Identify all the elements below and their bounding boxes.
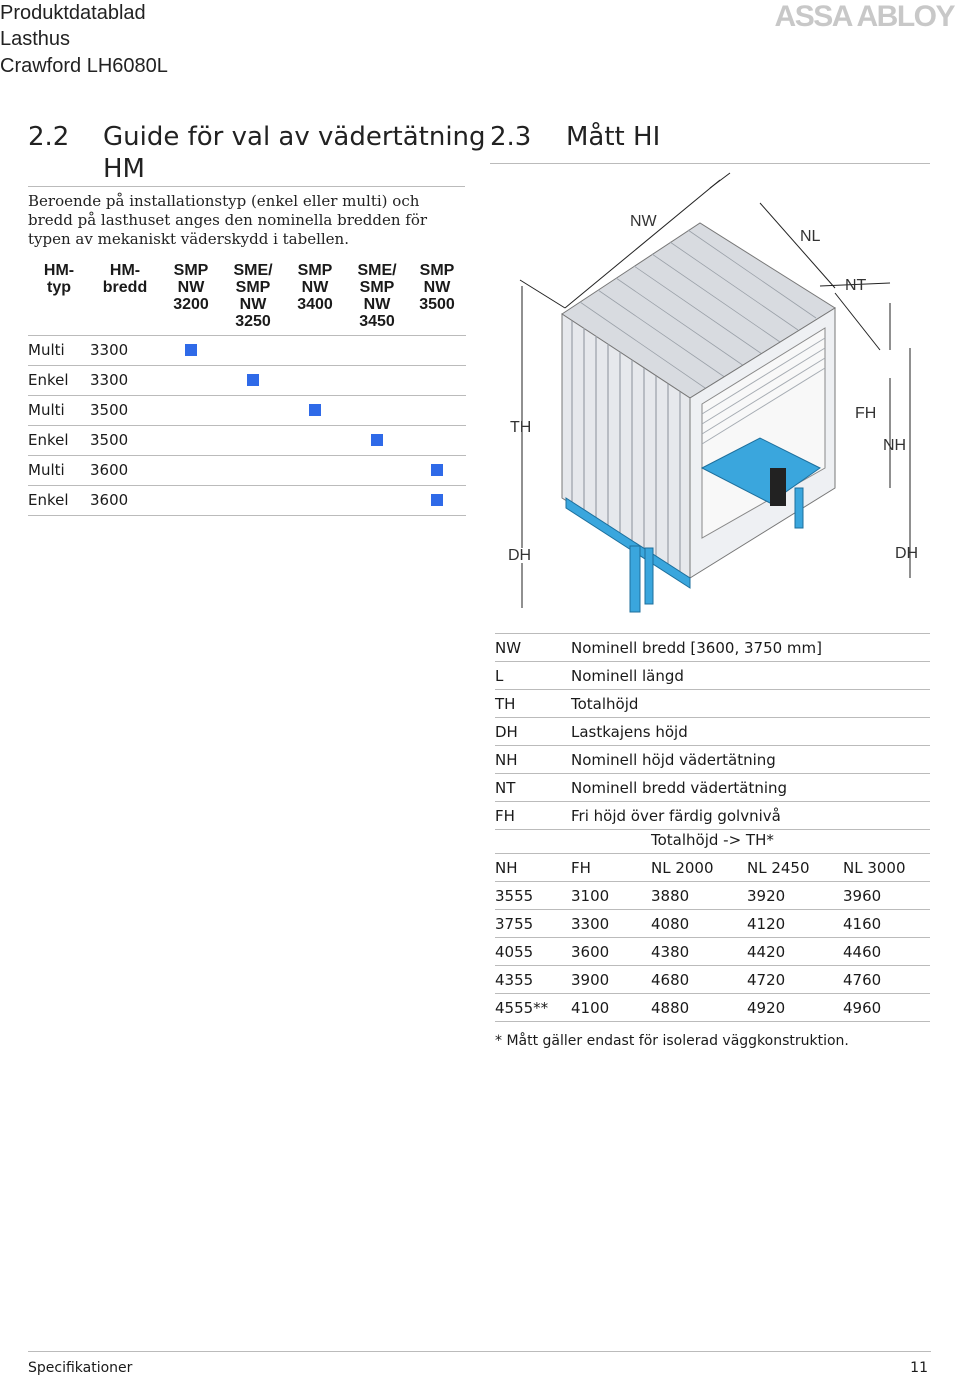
- dims-row: [495, 994, 930, 1022]
- legend-abbr: NH: [495, 746, 571, 774]
- legend-desc: Fri höjd över färdig golvnivå: [571, 802, 930, 830]
- dims-cell: 4555**: [495, 994, 571, 1022]
- footer-divider: [28, 1351, 931, 1352]
- row-cell: [222, 335, 284, 365]
- row-hm-typ: Multi: [28, 335, 90, 365]
- dims-cell: 3100: [571, 882, 651, 910]
- legend-table: [495, 633, 930, 830]
- selection-mark-icon: [185, 344, 197, 356]
- guide-table-row: [28, 425, 466, 455]
- guide-table-row: [28, 365, 466, 395]
- guide-table: [28, 262, 466, 516]
- row-cell: [408, 365, 466, 395]
- row-hm-typ: Enkel: [28, 365, 90, 395]
- dims-header-row: [495, 854, 930, 882]
- label-fh: FH: [855, 405, 877, 422]
- dims-cell: 4720: [747, 966, 843, 994]
- legend-row: [495, 746, 930, 774]
- row-cell: [346, 425, 408, 455]
- dims-group-header: Totalhöjd -> TH*: [651, 826, 930, 854]
- row-cell: [160, 425, 222, 455]
- header-hm-bredd: HM- bredd: [102, 262, 148, 296]
- row-cell: [346, 395, 408, 425]
- selection-mark-icon: [247, 374, 259, 386]
- row-cell: [222, 395, 284, 425]
- row-cell: [408, 335, 466, 365]
- row-cell: [284, 395, 346, 425]
- dims-cell: 3960: [843, 882, 930, 910]
- legend-row: [495, 662, 930, 690]
- row-cell: [346, 455, 408, 485]
- section-2-3-title: Mått HI: [566, 122, 661, 152]
- row-cell: [284, 485, 346, 515]
- row-cell: [408, 395, 466, 425]
- row-cell: [160, 395, 222, 425]
- dims-cell: 4160: [843, 910, 930, 938]
- row-cell: [346, 485, 408, 515]
- selection-mark-icon: [431, 494, 443, 506]
- legend-abbr: L: [495, 662, 571, 690]
- page-number: 11: [910, 1360, 928, 1376]
- assa-abloy-logo: ASSA ABLOY: [774, 0, 954, 33]
- row-hm-typ: Multi: [28, 455, 90, 485]
- row-cell: [284, 365, 346, 395]
- dims-header-cell: NH: [495, 854, 571, 882]
- row-cell: [408, 425, 466, 455]
- dims-cell: 4760: [843, 966, 930, 994]
- legend-desc: Nominell höjd vädertätning: [571, 746, 930, 774]
- row-hm-bredd: 3500: [90, 395, 160, 425]
- row-cell: [284, 335, 346, 365]
- guide-table-row: [28, 335, 466, 365]
- dims-header-cell: NL 2450: [747, 854, 843, 882]
- header-smp-3400: SMP NW 3400: [297, 262, 333, 313]
- dims-cell: 4420: [747, 938, 843, 966]
- legend-row: [495, 634, 930, 662]
- row-cell: [408, 455, 466, 485]
- label-nt: NT: [845, 277, 867, 294]
- row-hm-bredd: 3500: [90, 425, 160, 455]
- section-2-2-intro: Beroende på installationstyp (enkel eller multi) och bredd på lasthuset anges den nominella bredden för typen av mekaniskt väderskydd i tabellen.: [28, 192, 428, 248]
- row-hm-bredd: 3300: [90, 335, 160, 365]
- row-hm-bredd: 3600: [90, 485, 160, 515]
- dims-cell: 4055: [495, 938, 571, 966]
- dims-row: [495, 910, 930, 938]
- guide-table-header: [28, 262, 466, 335]
- dims-cell: 3880: [651, 882, 747, 910]
- dims-row: [495, 938, 930, 966]
- doc-type: Produktdatablad: [0, 2, 146, 24]
- dims-cell: 4355: [495, 966, 571, 994]
- label-nw: NW: [630, 213, 657, 230]
- header-hm-typ: HM- typ: [43, 262, 75, 296]
- legend-row: [495, 718, 930, 746]
- dims-cell: 3600: [571, 938, 651, 966]
- footnote: * Mått gäller endast för isolerad väggkonstruktion.: [495, 1033, 849, 1049]
- row-cell: [408, 485, 466, 515]
- legend-abbr: NT: [495, 774, 571, 802]
- legend-abbr: DH: [495, 718, 571, 746]
- header-smp-3500: SMP NW 3500: [419, 262, 455, 313]
- product-name: Crawford LH6080L: [0, 55, 168, 77]
- legend-desc: Nominell bredd vädertätning: [571, 774, 930, 802]
- dims-cell: 3920: [747, 882, 843, 910]
- product-category: Lasthus: [0, 28, 71, 50]
- label-dh-right: DH: [895, 545, 919, 562]
- selection-mark-icon: [371, 434, 383, 446]
- legend-desc: Totalhöjd: [571, 690, 930, 718]
- dims-row: [495, 882, 930, 910]
- guide-table-row: [28, 395, 466, 425]
- label-nh: NH: [883, 437, 907, 454]
- dims-row: [495, 966, 930, 994]
- legend-abbr: NW: [495, 634, 571, 662]
- label-nl: NL: [800, 228, 821, 245]
- dims-cell: 4080: [651, 910, 747, 938]
- section-divider-right: [490, 163, 930, 164]
- row-hm-typ: Enkel: [28, 425, 90, 455]
- header-sme-smp-3450: SME/ SMP NW 3450: [357, 262, 397, 330]
- dims-cell: 4680: [651, 966, 747, 994]
- dims-cell: 4100: [571, 994, 651, 1022]
- dims-cell: 3755: [495, 910, 571, 938]
- row-cell: [160, 485, 222, 515]
- dims-cell: 4460: [843, 938, 930, 966]
- section-2-2-number: 2.2: [28, 122, 70, 152]
- dims-cell: 4880: [651, 994, 747, 1022]
- row-cell: [222, 455, 284, 485]
- dims-header-cell: NL 2000: [651, 854, 747, 882]
- row-hm-typ: Enkel: [28, 485, 90, 515]
- legend-desc: Nominell längd: [571, 662, 930, 690]
- row-cell: [222, 485, 284, 515]
- legend-row: [495, 774, 930, 802]
- row-cell: [284, 455, 346, 485]
- label-th: TH: [510, 419, 532, 436]
- dimensions-table: [495, 826, 930, 1022]
- section-divider: [28, 186, 465, 187]
- dims-cell: 4380: [651, 938, 747, 966]
- dims-cell: 4960: [843, 994, 930, 1022]
- row-hm-bredd: 3300: [90, 365, 160, 395]
- selection-mark-icon: [309, 404, 321, 416]
- row-hm-typ: Multi: [28, 395, 90, 425]
- legend-row: [495, 690, 930, 718]
- row-cell: [160, 335, 222, 365]
- row-cell: [346, 365, 408, 395]
- section-2-3-number: 2.3: [490, 122, 532, 152]
- row-cell: [160, 455, 222, 485]
- dims-cell: 3900: [571, 966, 651, 994]
- row-cell: [346, 335, 408, 365]
- dims-header-cell: NL 3000: [843, 854, 930, 882]
- section-2-2-title-line2: HM: [103, 154, 145, 184]
- header-sme-smp-3250: SME/ SMP NW 3250: [233, 262, 273, 330]
- section-2-2-title: Guide för val av vädertätning: [103, 122, 486, 152]
- row-cell: [222, 365, 284, 395]
- guide-table-row: [28, 455, 466, 485]
- legend-abbr: FH: [495, 802, 571, 830]
- selection-mark-icon: [431, 464, 443, 476]
- guide-table-row: [28, 485, 466, 515]
- row-cell: [284, 425, 346, 455]
- dims-cell: 3300: [571, 910, 651, 938]
- footer-section: Specifikationer: [28, 1360, 133, 1376]
- dims-cell: 4920: [747, 994, 843, 1022]
- dims-cell: 3555: [495, 882, 571, 910]
- row-cell: [160, 365, 222, 395]
- legend-abbr: TH: [495, 690, 571, 718]
- dock-shelter-illustration: [490, 168, 930, 618]
- legend-desc: Lastkajens höjd: [571, 718, 930, 746]
- row-cell: [222, 425, 284, 455]
- legend-desc: Nominell bredd [3600, 3750 mm]: [571, 634, 930, 662]
- header-smp-3200: SMP NW 3200: [173, 262, 209, 313]
- dims-cell: 4120: [747, 910, 843, 938]
- label-dh-left: DH: [508, 547, 532, 564]
- dims-group-header-row: [495, 826, 930, 854]
- dims-header-cell: FH: [571, 854, 651, 882]
- row-hm-bredd: 3600: [90, 455, 160, 485]
